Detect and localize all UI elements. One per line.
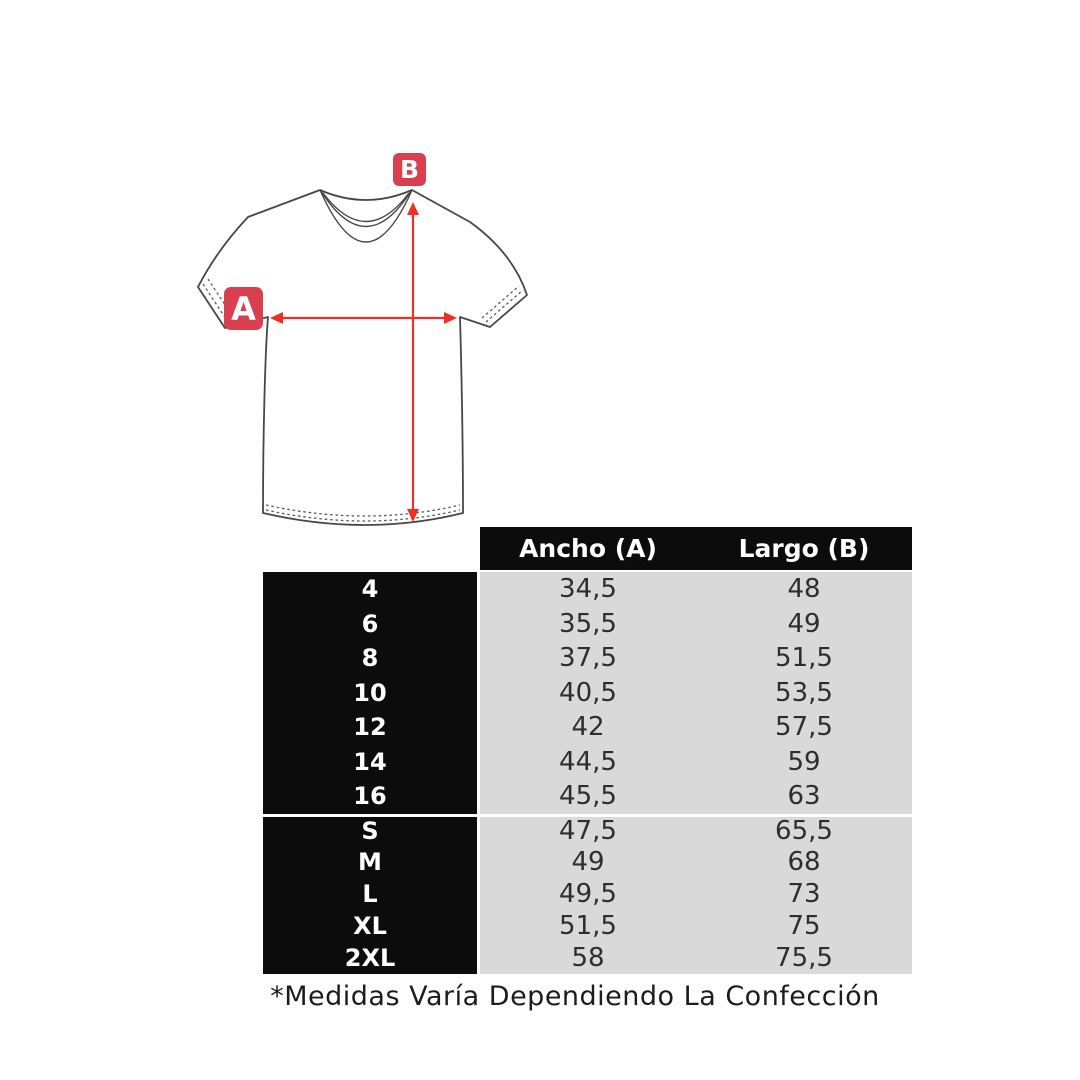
- ancho-value: 49: [571, 846, 605, 877]
- row-values: [480, 745, 912, 780]
- size-label: S: [263, 814, 477, 846]
- largo-value: 68: [787, 846, 821, 877]
- width-badge-label: A: [231, 289, 256, 328]
- ancho-value: 58: [571, 943, 605, 974]
- largo-value: 59: [787, 746, 821, 777]
- size-label: L: [263, 878, 477, 910]
- row-values: [480, 878, 912, 910]
- largo-value: 75,5: [775, 943, 833, 974]
- table-row: [263, 641, 912, 676]
- table-row: [263, 710, 912, 745]
- table-header-row: [480, 527, 912, 570]
- size-label: M: [263, 846, 477, 878]
- ancho-value: 35,5: [559, 608, 617, 639]
- table-row: [263, 572, 912, 607]
- row-values: [480, 607, 912, 642]
- largo-value: 51,5: [775, 643, 833, 674]
- size-label: 16: [263, 779, 477, 814]
- tshirt-diagram: [175, 158, 560, 553]
- row-values: [480, 641, 912, 676]
- length-badge-label: B: [399, 155, 420, 184]
- row-values: [480, 676, 912, 711]
- tshirt-outline: [198, 190, 527, 525]
- table-row: [263, 942, 912, 974]
- size-label: 2XL: [263, 942, 477, 974]
- size-label: 12: [263, 710, 477, 745]
- size-label: 14: [263, 745, 477, 780]
- header-ancho: Ancho (A): [519, 534, 657, 563]
- table-row: [263, 910, 912, 942]
- ancho-value: 47,5: [559, 816, 617, 847]
- row-values: [480, 942, 912, 974]
- size-label: XL: [263, 910, 477, 942]
- largo-value: 75: [787, 911, 821, 942]
- table-row: [263, 779, 912, 814]
- measurement-disclaimer: *Medidas Varía Dependiendo La Confección: [270, 981, 880, 1012]
- table-body: [263, 572, 912, 974]
- table-row: [263, 846, 912, 878]
- table-row: [263, 878, 912, 910]
- size-label: 4: [263, 572, 477, 607]
- largo-value: 73: [787, 878, 821, 909]
- largo-value: 49: [787, 608, 821, 639]
- row-values: [480, 910, 912, 942]
- row-values: [480, 846, 912, 878]
- width-badge: [224, 287, 263, 330]
- largo-value: 63: [787, 781, 821, 812]
- largo-value: 53,5: [775, 677, 833, 708]
- ancho-value: 34,5: [559, 574, 617, 605]
- ancho-value: 40,5: [559, 677, 617, 708]
- size-label: 10: [263, 676, 477, 711]
- table-row: [263, 607, 912, 642]
- row-values: [480, 814, 912, 846]
- table-row: [263, 676, 912, 711]
- row-values: [480, 572, 912, 607]
- largo-value: 48: [787, 574, 821, 605]
- ancho-value: 44,5: [559, 746, 617, 777]
- length-badge: [393, 153, 426, 186]
- largo-value: 57,5: [775, 712, 833, 743]
- ancho-value: 49,5: [559, 878, 617, 909]
- largo-value: 65,5: [775, 816, 833, 847]
- header-largo: Largo (B): [738, 534, 870, 563]
- ancho-value: 45,5: [559, 781, 617, 812]
- size-label: 8: [263, 641, 477, 676]
- size-label: 6: [263, 607, 477, 642]
- row-values: [480, 779, 912, 814]
- table-row: [263, 814, 912, 846]
- row-values: [480, 710, 912, 745]
- ancho-value: 51,5: [559, 911, 617, 942]
- ancho-value: 42: [571, 712, 605, 743]
- ancho-value: 37,5: [559, 643, 617, 674]
- table-row: [263, 745, 912, 780]
